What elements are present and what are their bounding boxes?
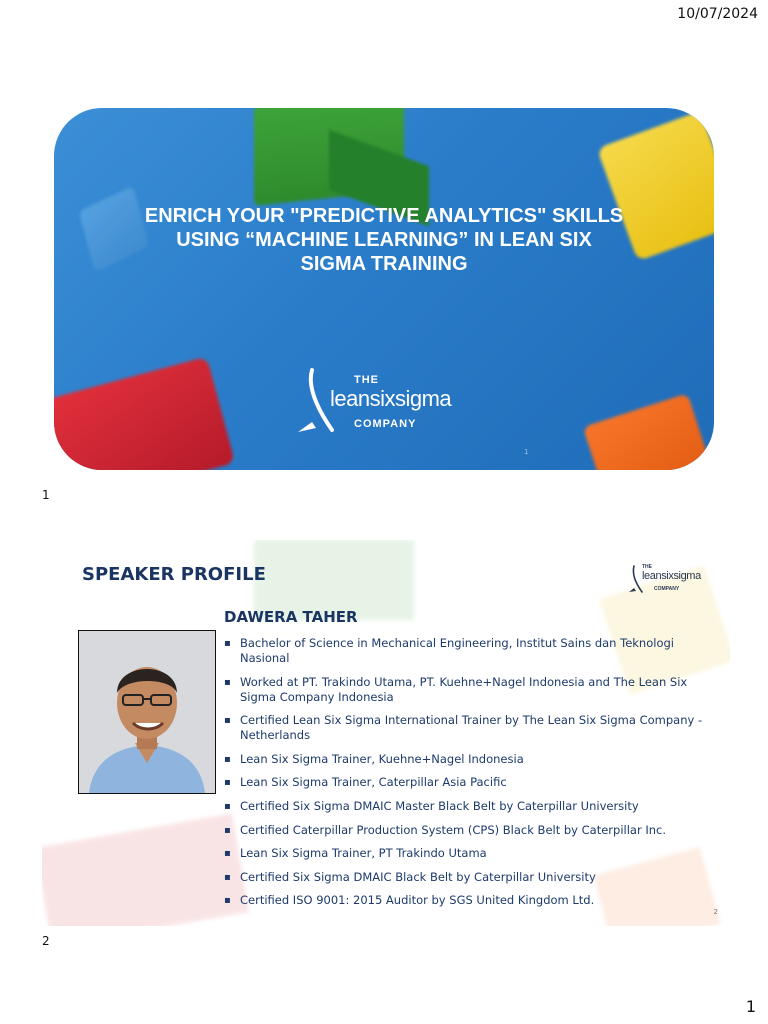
slide-2-number: 2 bbox=[42, 934, 50, 948]
logo-company-text: COMPANY bbox=[354, 418, 417, 430]
slide-1-title: ENRICH YOUR "PREDICTIVE ANALYTICS" SKILLS USING “MACHINE LEARNING” IN LEAN SIX SIGMA TRAINING bbox=[144, 205, 624, 275]
blue-cube-graphic bbox=[79, 186, 150, 272]
list-item: ▪ Bachelor of Science in Mechanical Engineering, Institut Sains dan Teknologi Nasional bbox=[224, 636, 724, 666]
logo-small-company-text: COMPANY bbox=[654, 586, 680, 592]
slide-1-title-slide bbox=[54, 108, 714, 470]
logo-small-name-text: leansixsigma bbox=[642, 570, 701, 582]
speaker-name: DAWERA TAHER bbox=[224, 608, 358, 626]
orange-cube-graphic bbox=[583, 393, 714, 470]
bg-red-cube-graphic bbox=[42, 813, 249, 926]
logo-name-text: leansixsigma bbox=[330, 386, 452, 411]
list-item: ▪ Certified Six Sigma DMAIC Black Belt by Caterpillar University bbox=[224, 870, 724, 885]
list-item: ▪ Certified Six Sigma DMAIC Master Black Belt by Caterpillar University bbox=[224, 799, 724, 814]
slide-1-footer-number: 1 bbox=[524, 448, 529, 456]
list-item: ▪ Certified Caterpillar Production System (CPS) Black Belt by Caterpillar Inc. bbox=[224, 823, 724, 838]
slide-2-speaker-profile bbox=[42, 540, 730, 926]
slide-2-footer-number: 2 bbox=[713, 908, 718, 916]
list-item: ▪ Lean Six Sigma Trainer, Kuehne+Nagel Indonesia bbox=[224, 752, 724, 767]
speaker-profile-heading: SPEAKER PROFILE bbox=[82, 564, 266, 585]
page-number: 1 bbox=[745, 997, 756, 1016]
speaker-portrait-image bbox=[79, 631, 215, 793]
list-item: ▪ Certified Lean Six Sigma International Trainer by The Lean Six Sigma Company - Netherlands bbox=[224, 713, 724, 743]
list-item: ▪ Certified ISO 9001: 2015 Auditor by SGS United Kingdom Ltd. bbox=[224, 893, 724, 908]
print-date: 10/07/2024 bbox=[677, 6, 758, 22]
leansixsigma-logo bbox=[294, 364, 494, 444]
list-item: ▪ Lean Six Sigma Trainer, Caterpillar Asia Pacific bbox=[224, 775, 724, 790]
leansixsigma-logo-small bbox=[628, 564, 728, 596]
list-item: ▪ Worked at PT. Trakindo Utama, PT. Kuehne+Nagel Indonesia and The Lean Six Sigma Company Indonesia bbox=[224, 675, 724, 705]
logo-small-the-text: THE bbox=[642, 564, 652, 570]
speaker-photo bbox=[78, 630, 216, 794]
red-cube-graphic bbox=[54, 357, 235, 470]
logo-the-text: THE bbox=[354, 374, 379, 386]
slide-1-number: 1 bbox=[42, 488, 50, 502]
speaker-credentials-list bbox=[224, 636, 724, 917]
list-item: ▪ Lean Six Sigma Trainer, PT Trakindo Utama bbox=[224, 846, 724, 861]
